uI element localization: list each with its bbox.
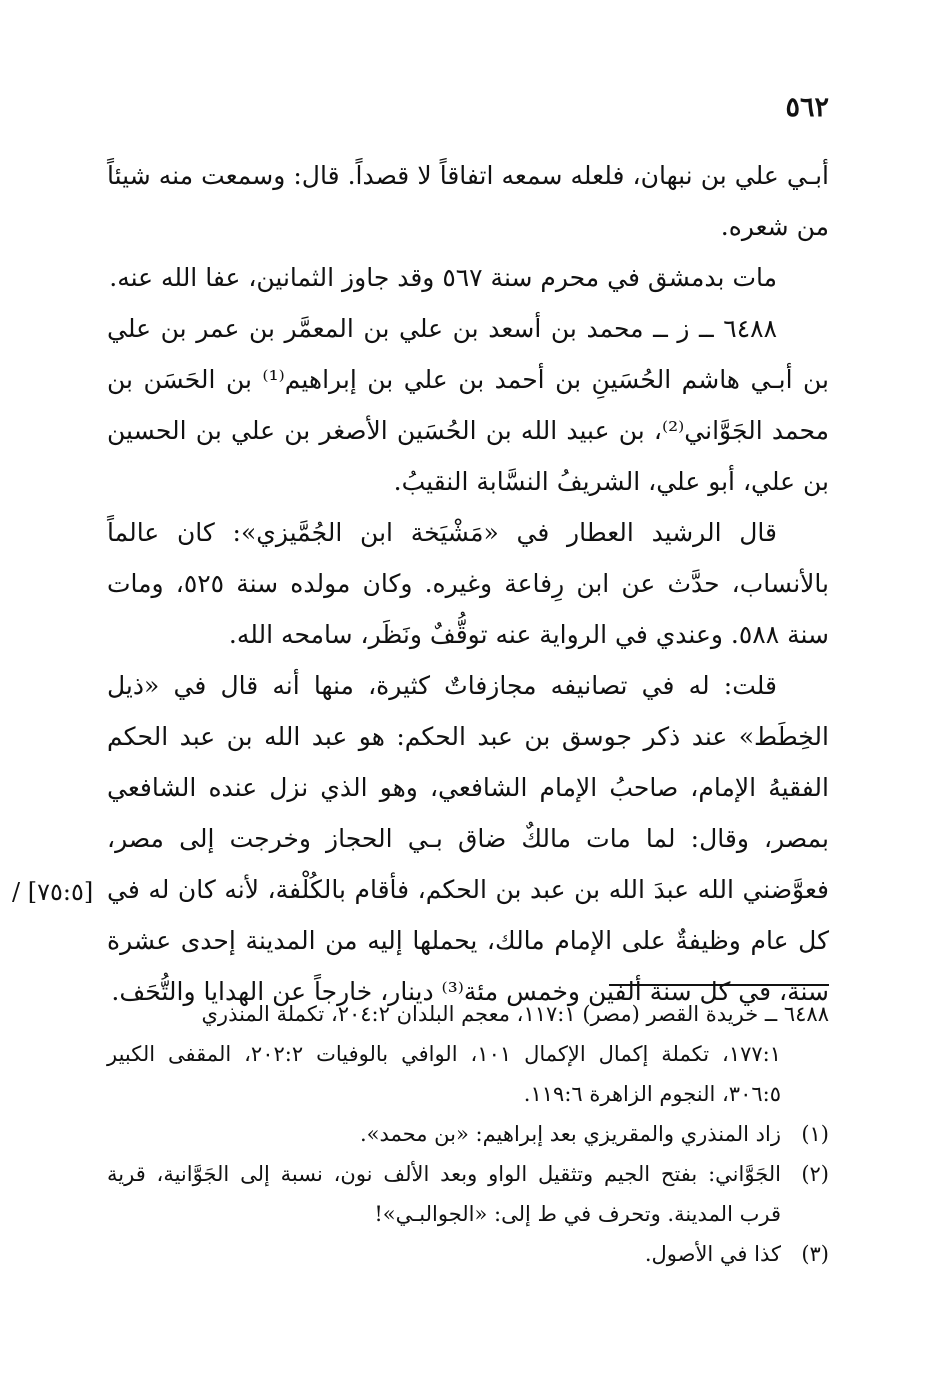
paragraph-entry-heading: ٦٤٨٨ ــ ز ــ محمد بن أسعد بن علي بن المعمَّر بن عمر بن علي بن أبـي هاشم الحُسَينِ بن أحمد بن علي بن إبراهيم⁽¹⁾ بن الحَسَن بن محمد الجَوَّاني⁽²⁾، بن عبيد الله بن الحُسَين الأصغر بن علي بن الحسين بن علي، أبو علي، الشريفُ النسَّابة النقيبُ. bbox=[107, 314, 829, 496]
main-text bbox=[107, 150, 829, 1017]
page-number: ٥٦٢ bbox=[785, 92, 829, 123]
footnote-sources-first-line: ٦٤٨٨ ــ خريدة القصر (مصر) ١١٧:١، معجم البلدان ٢٠٤:٢، تكملة المنذري bbox=[201, 1002, 829, 1026]
footnote-text: زاد المنذري والمقريزي بعد إبراهيم: «بن محمد». bbox=[359, 1122, 781, 1146]
footnote-divider bbox=[609, 984, 829, 986]
paragraph-author-comment: قلت: له في تصانيفه مجازفاتٌ كثيرة، منها أنه قال في «ذيل الخِطَط» عند ذكر جوسق بن عبد الحكم: هو عبد الله بن عبد الحكم الفقيهُ الإمام، صاحبُ الإمام الشافعي، وهو الذي نزل عنده الشافعي بمصر، وقال: لما مات مالكٌ ضاق بـي الحجاز وخرجت إلى مصر، فعوَّضني الله عبدَ الله بن عبد بن الحكم، فأقام بالكُلْفة، لأنه كان له في كل عام وظيفةٌ على الإمام مالك، يحملها إليه من المدينة إحدى عشرة سنة، في كل سنة ألفين وخمس مئة⁽³⁾ دينار، خارجاً عن الهدايا والتُّحَف. bbox=[107, 671, 829, 1006]
footnote-sources-continuation: ١٧٧:١، تكملة إكمال الإكمال ١٠١، الوافي بالوفيات ٢٠٢:٢، المقفى الكبير ٣٠٦:٥، النجوم الزاهرة ١١٩:٦. bbox=[107, 1042, 782, 1106]
footnote-text: الجَوَّاني: بفتح الجيم وتثقيل الواو وبعد الألف نون، نسبة إلى الجَوَّانية، قرية قرب المدينة. وتحرف في ط إلى: «الجوالبـي»! bbox=[107, 1162, 781, 1226]
footnotes bbox=[107, 994, 829, 1274]
footnote-marker: (٢) bbox=[801, 1162, 829, 1186]
footnote-3 bbox=[107, 1234, 829, 1274]
footnote-1 bbox=[107, 1114, 829, 1154]
footnote-text: كذا في الأصول. bbox=[644, 1242, 781, 1266]
paragraph-death-note: مات بدمشق في محرم سنة ٥٦٧ وقد جاوز الثمانين، عفا الله عنه. bbox=[109, 263, 777, 292]
footnote-2 bbox=[107, 1154, 829, 1234]
footnote-marker: (٣) bbox=[801, 1242, 829, 1266]
paragraph-continuation: أبـي علي بن نبهان، فلعله سمعه اتفاقاً لا قصداً. قال: وسمعت منه شيئاً من شعره. bbox=[107, 161, 829, 241]
paragraph-rashid-quote: قال الرشيد العطار في «مَشْيَخة ابن الجُمَّيزي»: كان عالماً بالأنساب، حدَّث عن ابن رِفاعة وغيره. وكان مولده سنة ٥٢٥، ومات سنة ٥٨٨. وعندي في الرواية عنه توقُّفٌ ونَظَر، سامحه الله. bbox=[107, 518, 829, 649]
margin-reference: [٧٥:٥] / bbox=[12, 878, 94, 906]
footnote-sources bbox=[107, 994, 829, 1114]
footnote-marker: (١) bbox=[801, 1122, 829, 1146]
